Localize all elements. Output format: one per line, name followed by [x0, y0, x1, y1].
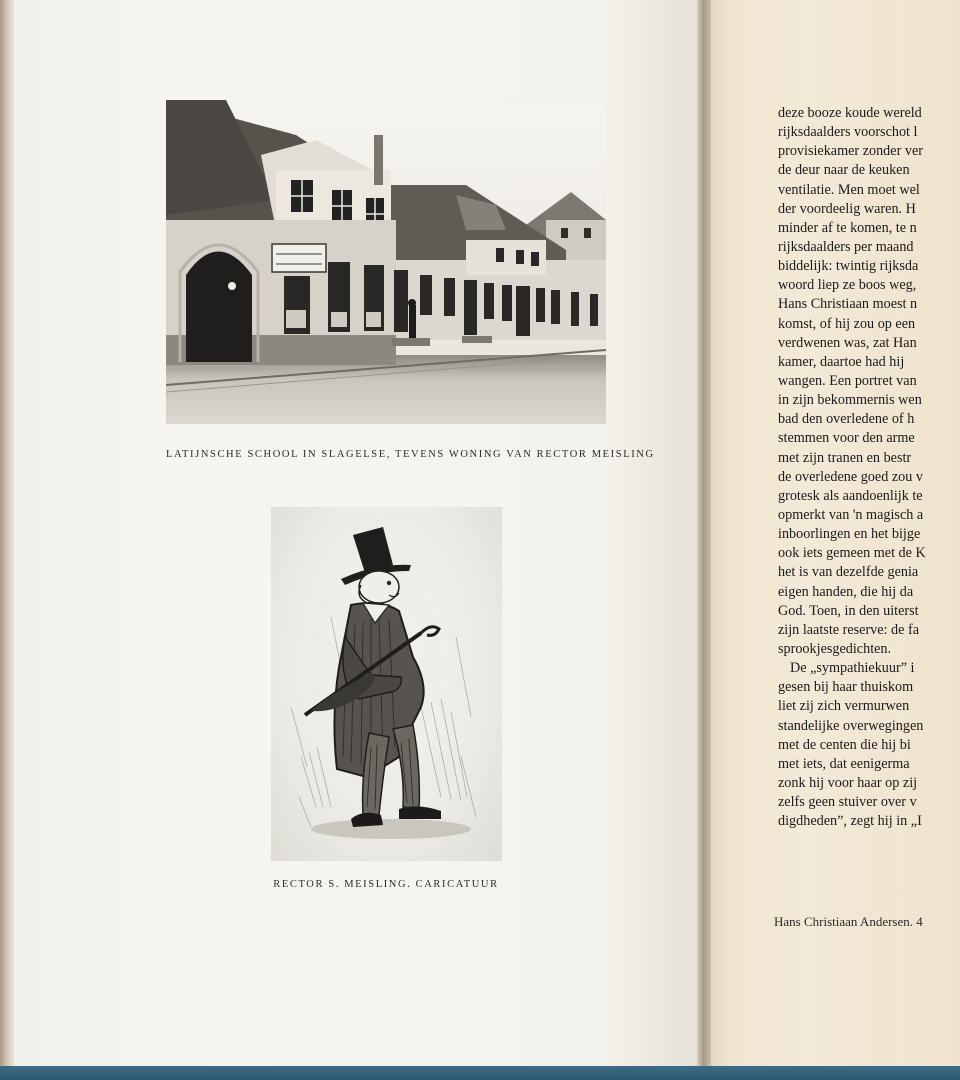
table-surface — [0, 1066, 960, 1080]
text-line: zonk hij voor haar op zij — [778, 774, 918, 791]
text-line: opmerkt van 'n magisch a — [778, 506, 924, 523]
text-line: provisiekamer zonder ver — [778, 143, 923, 160]
photo-caption-school: LATIJNSCHE SCHOOL IN SLAGELSE, TEVENS WONING VAN RECTOR MEISLING — [166, 449, 655, 460]
body-text — [778, 104, 960, 831]
text-line: woord liep ze boos weg, — [778, 277, 917, 294]
right-page — [710, 0, 960, 1068]
text-line: zelfs geen stuiver over v — [778, 794, 917, 811]
text-line: ventilatie. Men moet wel — [778, 181, 920, 198]
text-line: deze booze koude wereld — [778, 105, 922, 121]
text-line: in zijn bekommernis wen — [778, 392, 922, 409]
text-line: rijksdaalders per maand — [778, 238, 914, 255]
text-line: der voordeelig waren. H — [778, 200, 916, 217]
text-line: met iets, dat eenigerma — [778, 755, 910, 772]
text-line: ook iets gemeen met de K — [778, 545, 926, 562]
text-line: verdwenen was, zat Han — [778, 334, 917, 351]
text-line: kamer, daartoe had hij — [778, 353, 905, 370]
book-gutter — [697, 0, 711, 1070]
text-line: grotesk als aandoenlijk te — [778, 487, 923, 504]
photo-caption-caricature: RECTOR S. MEISLING. CARICATUUR — [273, 879, 499, 890]
rector-caricature-drawing — [271, 507, 502, 861]
text-line: God. Toen, in den uiterst — [778, 602, 919, 619]
text-line: biddelijk: twintig rijksda — [778, 258, 919, 275]
text-line: minder af te komen, te n — [778, 219, 917, 236]
text-line: wangen. Een portret van — [778, 372, 917, 389]
text-line: inboorlingen en het bijge — [778, 526, 921, 543]
text-line: rijksdaalders voorschot l — [778, 124, 918, 141]
text-line: Hans Christiaan moest n — [778, 296, 918, 313]
text-line: De „sympathiekuur” i — [790, 660, 915, 677]
text-line: het is van dezelfde genia — [778, 564, 919, 581]
text-line: stemmen voor den arme — [778, 430, 915, 447]
text-line: digdheden”, zegt hij in „I — [778, 813, 922, 830]
text-line: de deur naar de keuken — [778, 162, 910, 179]
text-line: gesen bij haar thuiskom — [778, 679, 914, 696]
text-line: liet zij zich vermurwen — [778, 698, 910, 715]
page-footer: Hans Christiaan Andersen. 4 — [774, 914, 923, 929]
text-line: met de centen die hij bi — [778, 736, 911, 753]
text-line: eigen handen, die hij da — [778, 583, 914, 600]
text-line: komst, of hij zou op een — [778, 315, 916, 332]
text-line: sprookjesgedichten. — [778, 640, 892, 657]
text-line: met zijn tranen en bestr — [778, 449, 912, 466]
text-line: standelijke overwegingen — [778, 717, 924, 734]
text-line: de overledene goed zou v — [778, 468, 923, 485]
school-building-photo — [166, 100, 606, 424]
cover-edge — [0, 0, 14, 1080]
text-line: bad den overledene of h — [778, 411, 915, 428]
text-line: zijn laatste reserve: de fa — [778, 621, 920, 638]
